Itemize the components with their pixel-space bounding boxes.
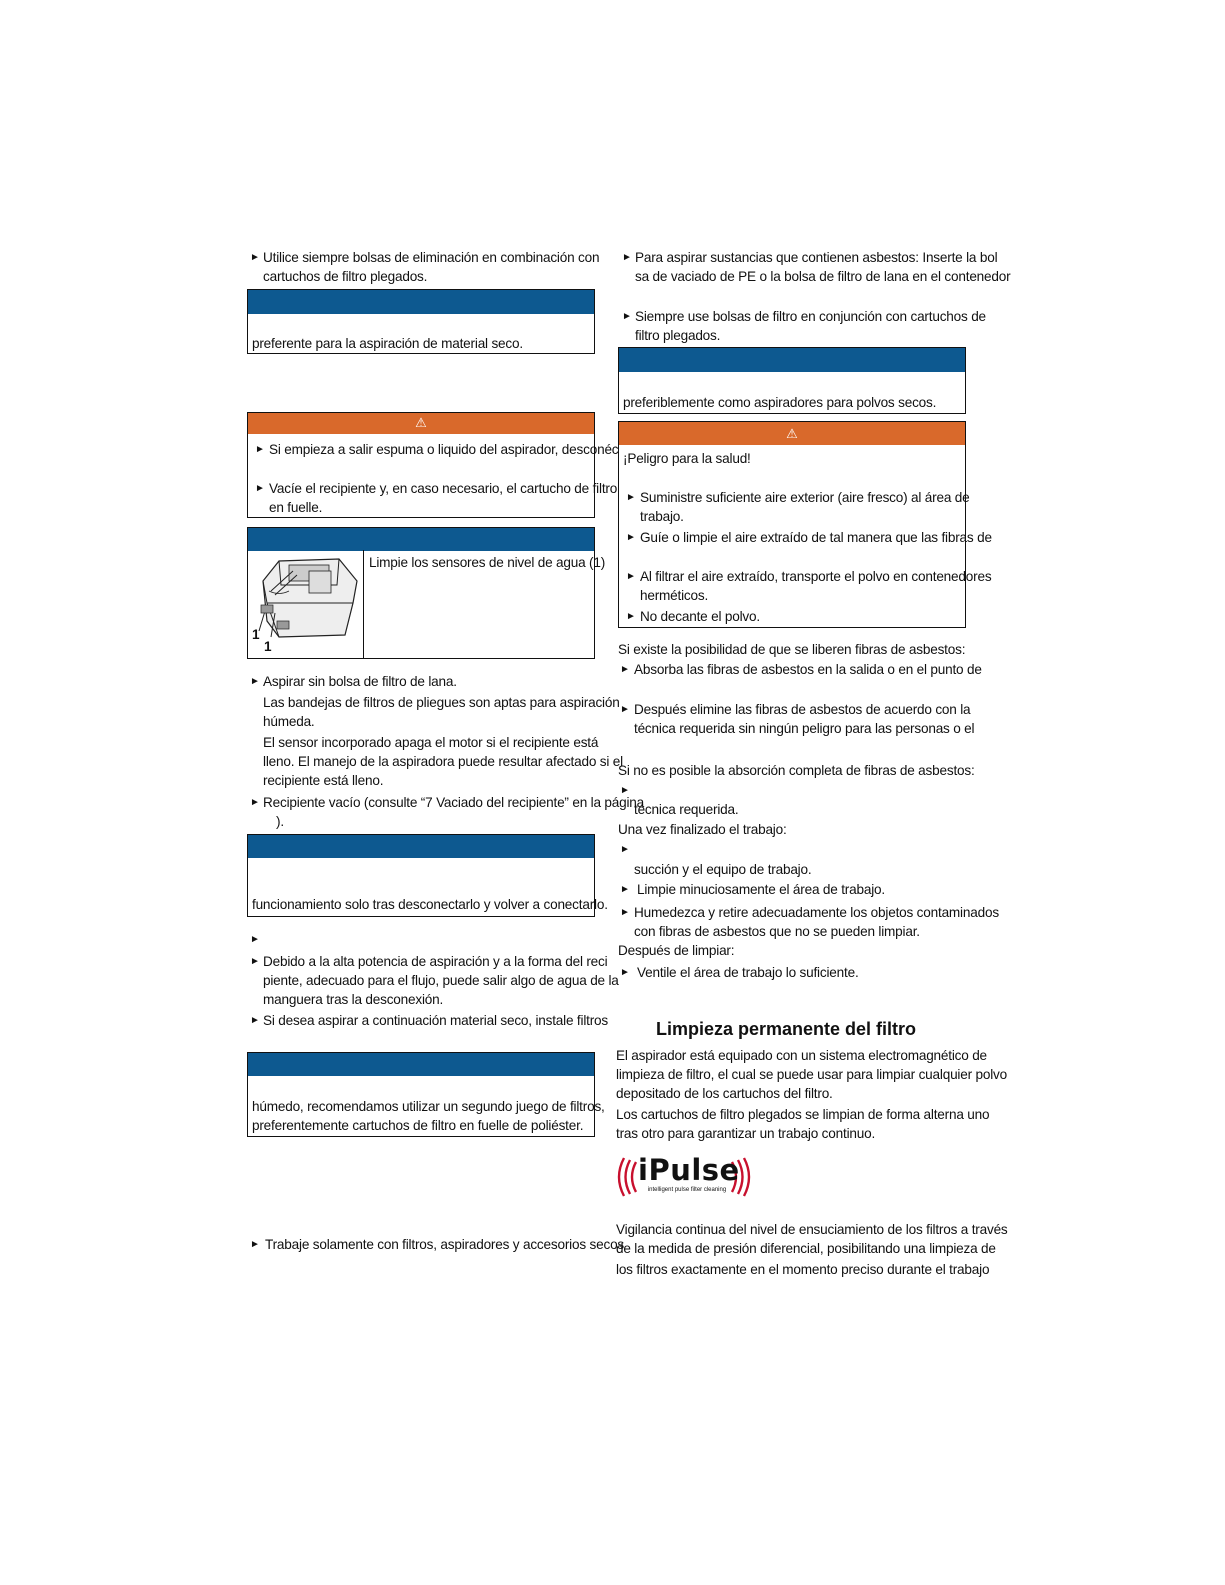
- bullet-marker: ►: [255, 444, 265, 455]
- bullet-marker: ►: [620, 967, 630, 978]
- bullet-marker: ►: [250, 252, 260, 263]
- bullet-marker: ►: [250, 797, 260, 808]
- bullet-marker: ►: [620, 785, 630, 796]
- warning-text: No decante el polvo.: [640, 609, 760, 624]
- warning-header-bar: [619, 422, 965, 445]
- bullet-marker: ►: [626, 611, 636, 622]
- text-line: Limpie minuciosamente el área de trabajo.: [637, 882, 885, 897]
- note-text: preferente para la aspiración de material seco.: [252, 336, 523, 351]
- note-text: húmedo, recomendamos utilizar un segundo juego de filtros,: [252, 1099, 605, 1114]
- bullet-marker: ►: [626, 571, 636, 582]
- text-line: Si no es posible la absorción completa de fibras de asbestos:: [618, 763, 975, 778]
- text-line: húmeda.: [263, 714, 315, 729]
- ipulse-logo: [614, 1152, 754, 1202]
- figure-divider: [363, 550, 364, 659]
- text-line: Utilice siempre bolsas de eliminación en combinación con: [263, 250, 600, 265]
- text-line: Los cartuchos de filtro plegados se limpian de forma alterna uno: [616, 1107, 990, 1122]
- text-line: Humedezca y retire adecuadamente los objetos contaminados: [634, 905, 999, 920]
- text-line: Vigilancia continua del nivel de ensuciamiento de los filtros a través: [616, 1222, 1008, 1237]
- text-line: succión y el equipo de trabajo.: [634, 862, 812, 877]
- note-text: funcionamiento solo tras desconectarlo y volver a conectarlo.: [252, 897, 608, 912]
- text-line: manguera tras la desconexión.: [263, 992, 444, 1007]
- text-line: Aspirar sin bolsa de filtro de lana.: [263, 674, 457, 689]
- note-header-bar: [248, 1053, 594, 1076]
- warning-text: Vacíe el recipiente y, en caso necesario, el cartucho de filtro: [269, 481, 618, 496]
- bullet-marker: ►: [620, 664, 630, 675]
- note-header-bar: [248, 528, 594, 551]
- text-line: Para aspirar sustancias que contienen asbestos: Inserte la bol: [635, 250, 998, 265]
- bullet-marker: ►: [250, 934, 260, 945]
- note-text: preferentemente cartuchos de filtro en fuelle de poliéster.: [252, 1118, 584, 1133]
- text-line: técnica requerida sin ningún peligro para las personas o el: [634, 721, 975, 736]
- text-line: Después de limpiar:: [618, 943, 735, 958]
- text-line: depositado de los cartuchos del filtro.: [616, 1086, 833, 1101]
- text-line: limpieza de filtro, el cual se puede usar para limpiar cualquier polvo: [616, 1067, 1008, 1082]
- text-line: piente, adecuado para el flujo, puede salir algo de agua de la: [263, 973, 619, 988]
- bullet-marker: ►: [622, 252, 632, 263]
- warning-text: Guíe o limpie el aire extraído de tal manera que las fibras de: [640, 530, 992, 545]
- warning-text: ¡Peligro para la salud!: [623, 451, 751, 466]
- text-line: los filtros exactamente en el momento preciso durante el trabajo: [616, 1262, 990, 1277]
- warning-text: trabajo.: [640, 509, 684, 524]
- text-line: Trabaje solamente con filtros, aspiradores y accesorios secos: [265, 1237, 625, 1252]
- text-line: recipiente está lleno.: [263, 773, 384, 788]
- text-line: El sensor incorporado apaga el motor si el recipiente está: [263, 735, 599, 750]
- text-line: Absorba las fibras de asbestos en la salida o en el punto de: [634, 662, 982, 677]
- logo-tagline: intelligent pulse filter cleaning: [647, 1187, 727, 1193]
- text-line: con fibras de asbestos que no se pueden limpiar.: [634, 924, 920, 939]
- bullet-marker: ►: [250, 676, 260, 687]
- text-line: Recipiente vacío (consulte “7 Vaciado del recipiente” en la página: [263, 795, 645, 810]
- note-text: preferiblemente como aspiradores para polvos secos.: [623, 395, 937, 410]
- warning-text: Suministre suficiente aire exterior (aire fresco) al área de: [640, 490, 970, 505]
- text-line: sa de vaciado de PE o la bolsa de filtro de lana en el contenedor: [635, 269, 1011, 284]
- warning-text: en fuelle.: [269, 500, 323, 515]
- text-line: técnica requerida.: [634, 802, 739, 817]
- note-text: Limpie los sensores de nivel de agua (1): [369, 555, 606, 570]
- note-header-bar: [248, 835, 594, 858]
- text-line: Siempre use bolsas de filtro en conjunción con cartuchos de: [635, 309, 986, 324]
- bullet-marker: ►: [622, 311, 632, 322]
- text-line: El aspirador está equipado con un sistema electromagnético de: [616, 1048, 987, 1063]
- text-line: Ventile el área de trabajo lo suficiente.: [637, 965, 859, 980]
- text-line: de la medida de presión diferencial, posibilitando una limpieza de: [616, 1241, 996, 1256]
- bullet-marker: ►: [620, 884, 630, 895]
- text-line: Las bandejas de filtros de pliegues son aptas para aspiración: [263, 695, 620, 710]
- section-heading: Limpieza permanente del filtro: [656, 1019, 917, 1039]
- text-line: Si desea aspirar a continuación material seco, instale filtros: [263, 1013, 608, 1028]
- warning-icon: ⚠: [415, 415, 427, 430]
- figure-label: 1: [264, 639, 272, 654]
- bullet-marker: ►: [626, 532, 636, 543]
- bullet-marker: ►: [250, 956, 260, 967]
- text-line: ).: [276, 814, 284, 829]
- text-line: Si existe la posibilidad de que se liberen fibras de asbestos:: [618, 642, 966, 657]
- bullet-marker: ►: [626, 492, 636, 503]
- logo-text: iPulse: [638, 1153, 740, 1187]
- text-line: lleno. El manejo de la aspiradora puede resultar afectado si el: [263, 754, 623, 769]
- bullet-marker: ►: [620, 907, 630, 918]
- figure-label: 1: [252, 627, 260, 642]
- bullet-marker: ►: [255, 483, 265, 494]
- note-header-bar: [248, 290, 594, 314]
- text-line: tras otro para garantizar un trabajo continuo.: [616, 1126, 876, 1141]
- note-header-bar: [619, 348, 965, 372]
- text-line: Una vez finalizado el trabajo:: [618, 822, 787, 837]
- text-line: cartuchos de filtro plegados.: [263, 269, 428, 284]
- warning-text: Al filtrar el aire extraído, transporte el polvo en contenedores: [640, 569, 992, 584]
- text-line: Debido a la alta potencia de aspiración y a la forma del reci: [263, 954, 608, 969]
- text-line: Después elimine las fibras de asbestos de acuerdo con la: [634, 702, 971, 717]
- warning-text: Si empieza a salir espuma o liquido del aspirador, desconéc: [269, 442, 619, 457]
- warning-icon: ⚠: [786, 426, 798, 441]
- bullet-marker: ►: [250, 1015, 260, 1026]
- text-line: filtro plegados.: [635, 328, 721, 343]
- bullet-marker: ►: [250, 1239, 260, 1250]
- warning-header-bar: [248, 413, 594, 434]
- warning-text: herméticos.: [640, 588, 709, 603]
- bullet-marker: ►: [620, 844, 630, 855]
- bullet-marker: ►: [620, 704, 630, 715]
